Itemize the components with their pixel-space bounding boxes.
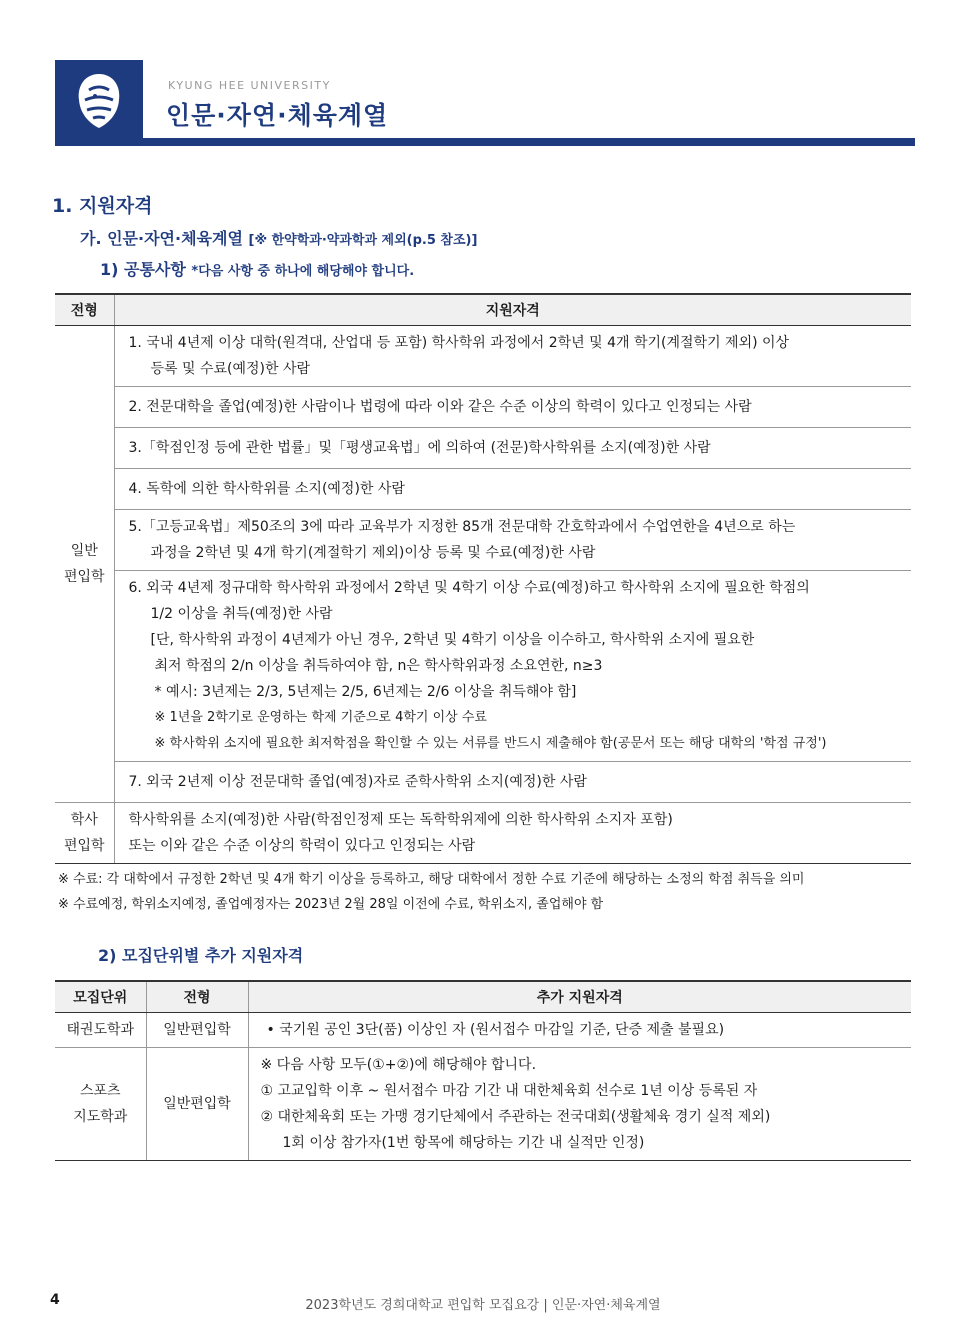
column-header-type: 전형 [55,294,114,326]
column-header-qualification: 지원자격 [114,294,911,326]
table-row [114,387,911,428]
row-text: 7. 외국 2년제 이상 전문대학 졸업(예정)자로 준학사학위 소지(예정)한 사람 [128,774,587,790]
row-text: * 예시: 3년제는 2/3, 5년제는 2/5, 6년제는 2/6 이상을 취득해야 함] [154,684,577,700]
type-cell: 일반편입학 [146,1013,248,1048]
column-header-unit: 모집단위 [55,981,146,1013]
label-line: 일반 [70,543,98,559]
page-number: 4 [50,1292,60,1308]
qualification-table [55,293,911,864]
table-row [114,803,911,864]
additional-qualification-table [55,980,911,1161]
subsection-heading [80,226,477,249]
page-title: 인문·자연·체육계열 [166,101,389,130]
label-line: 편입학 [63,838,105,854]
table-row [114,428,911,469]
row-note: ※ 학사학위 소지에 필요한 최저학점을 확인할 수 있는 서류를 반드시 제출해야 함(공문서 또는 해당 대학의 '학점 규정') [154,736,827,751]
footnote: ※ 수료: 각 대학에서 규정한 2학년 및 4개 학기 이상을 등록하고, 해당 대학에서 정한 수료 기준에 해당하는 소정의 학점 취득을 의미 [58,872,805,887]
requirement-cell [248,1048,911,1161]
label-line: 학사 [70,812,98,828]
label-line: 편입학 [63,569,105,585]
requirement-text: ② 대한체육회 또는 가맹 경기단체에서 주관하는 전국대회(생활체육 경기 실적 제외) [260,1109,771,1125]
label-line: 스포츠 [79,1083,121,1099]
table-row [114,510,911,571]
requirement-text: ※ 다음 사항 모두(①+②)에 해당해야 합니다. [260,1057,537,1073]
row-text: 1. 국내 4년제 이상 대학(원격대, 산업대 등 포함) 학사학위 과정에서 2학년 및 4개 학기(계절학기 제외) 이상 [128,335,790,351]
label-line: 지도학과 [73,1109,128,1125]
header-divider [55,138,915,146]
row-text: 과정을 2학년 및 4개 학기(계절학기 제외)이상 등록 및 수료(예정)한 사람 [150,545,596,561]
row-text: 또는 이와 같은 수준 이상의 학력이 있다고 인정되는 사람 [128,838,476,854]
type-cell: 일반편입학 [146,1048,248,1161]
table-row [114,762,911,803]
university-name: KYUNG HEE UNIVERSITY [168,79,331,92]
row-note: ※ 1년을 2학기로 운영하는 학제 기준으로 4학기 이상 수료 [154,710,487,725]
lion-emblem-icon [55,60,143,144]
table-row [114,571,911,762]
unit-cell: 태권도학과 [55,1013,146,1048]
column-header-additional: 추가 지원자격 [248,981,911,1013]
requirement-cell [248,1013,911,1048]
row-text: 등록 및 수료(예정)한 사람 [150,361,311,377]
requirement-text: • 국기원 공인 3단(품) 이상인 자 (원서접수 마감일 기준, 단증 제출 불필요) [266,1022,725,1038]
row-text: 학사학위를 소지(예정)한 사람(학점인정제 또는 독학학위제에 의한 학사학위 소지자 포함) [128,812,673,828]
common-note: *다음 사항 중 하나에 해당해야 합니다. [191,264,415,279]
row-text: 최저 학점의 2/n 이상을 취득하여야 함, n은 학사학위과정 소요연한, n≥3 [154,658,603,674]
general-transfer-label [55,326,114,803]
page-footer: 2023학년도 경희대학교 편입학 모집요강 | 인문·자연·체육계열 [305,1298,661,1313]
additional-heading: 2) 모집단위별 추가 지원자격 [98,946,304,965]
requirement-text: 1회 이상 참가자(1번 항목에 해당하는 기간 내 실적만 인정) [282,1135,645,1151]
footnote: ※ 수료예정, 학위소지예정, 졸업예정자는 2023년 2월 28일 이전에 수료, 학위소지, 졸업해야 함 [58,897,604,912]
subsection-note: [※ 한약학과·약과학과 제외(p.5 참조)] [248,233,478,248]
common-title: 1) 공통사항 [100,260,186,279]
row-text: 3.「학점인정 등에 관한 법률」및「평생교육법」에 의하여 (전문)학사학위를 소지(예정)한 사람 [128,440,711,456]
table-row [114,326,911,387]
row-text: 6. 외국 4년제 정규대학 학사학위 과정에서 2학년 및 4학기 이상 수료(예정)하고 학사학위 소지에 필요한 학점의 [128,580,810,596]
row-text: [단, 학사학위 과정이 4년제가 아닌 경우, 2학년 및 4학기 이상을 이수하고, 학사학위 소지에 필요한 [150,632,755,648]
row-text: 1/2 이상을 취득(예정)한 사람 [150,606,333,622]
bachelor-transfer-label [55,803,114,864]
row-text: 4. 독학에 의한 학사학위를 소지(예정)한 사람 [128,481,405,497]
common-heading [100,257,414,280]
subsection-title: 가. 인문·자연·체육계열 [80,229,243,248]
row-text: 5.「고등교육법」제50조의 3에 따라 교육부가 지정한 85개 전문대학 간호학과에서 수업연한을 4년으로 하는 [128,519,796,535]
unit-cell [55,1048,146,1161]
university-logo [55,60,143,144]
column-header-type: 전형 [146,981,248,1013]
table-row [114,469,911,510]
requirement-text: ① 고교입학 이후 ~ 원서접수 마감 기간 내 대한체육회 선수로 1년 이상 등록된 자 [260,1083,758,1099]
row-text: 2. 전문대학을 졸업(예정)한 사람이나 법령에 따라 이와 같은 수준 이상의 학력이 있다고 인정되는 사람 [128,399,752,415]
section-heading: 1. 지원자격 [52,195,153,217]
